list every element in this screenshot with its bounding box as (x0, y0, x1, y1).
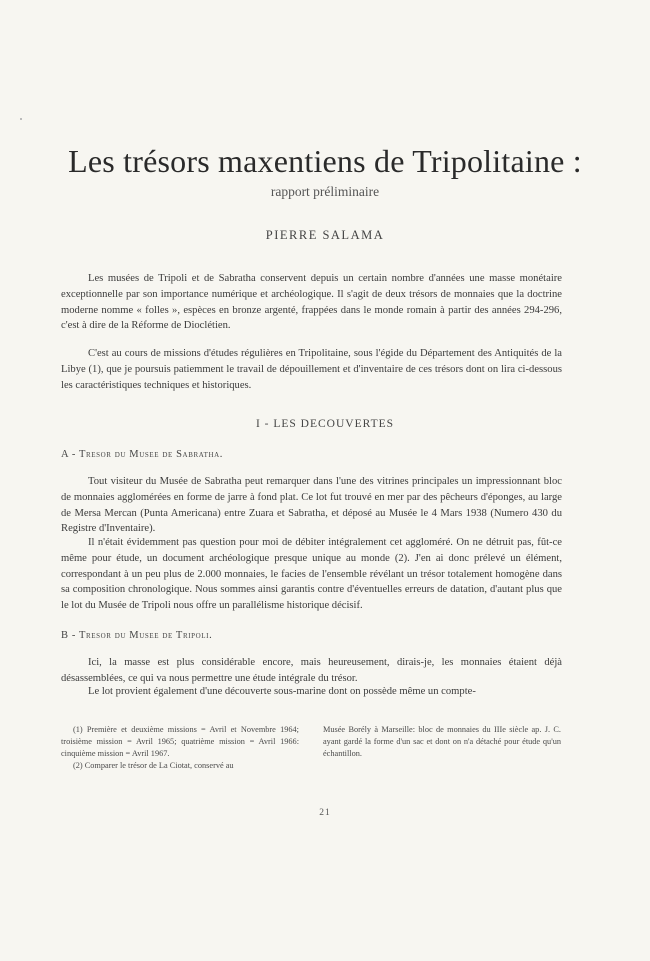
article-title: Les trésors maxentiens de Tripolitaine : (68, 143, 582, 179)
body-paragraph-b1: Ici, la masse est plus considérable encore, mais heureusement, dirais-je, les monnaies étaient déjà désassemblées, ce qui va nous permettre une étude intégrale du trésor. (61, 657, 562, 684)
article-author: PIERRE SALAMA (265, 228, 385, 242)
body-paragraph-a2: Il n'était évidemment pas question pour moi de débiter intégralement cet aggloméré. On ne détruit pas, fût-ce même pour étude, un document archéologique presque unique au monde (2). J'en ai donc prélevé un élément, correspondant à un peu plus de 2.000 monnaies, le facies de l'ensemble révélant un trésor totalement homogène dans sa composition chronologique. Nous sommes ainsi garantis contre d'éventuelles erreurs de datation, d'autant plus que le lot du Musée de Tripoli nous offre un parallélisme historique décisif. (61, 537, 562, 612)
subsection-heading-a: A - Tresor du Musee de Sabratha. (61, 449, 224, 460)
footnotes-right-column (323, 724, 561, 760)
page-number: 21 (319, 808, 331, 818)
article-subtitle: rapport préliminaire (270, 184, 380, 199)
footnote-2-continued: Musée Borély à Marseille: bloc de monnaies du IIIe siècle ap. J. C. ayant gardé la forme d'un sac et dont on n'a détaché pour étude qu'un échantillon. (323, 725, 561, 758)
footnote-1: (1) Première et deuxième missions = Avril et Novembre 1964; troisième mission = Avril 1965; quatrième mission = Avril 1966: cinquième mission = Avril 1967. (61, 725, 299, 758)
intro-paragraph-1: Les musées de Tripoli et de Sabratha conservent depuis un certain nombre d'années une masse monétaire exceptionnelle par son importance numérique et archéologique. Il s'agit de deux trésors de monnaies que la doctrine moderne nomme « folles », espèces en bronze argenté, frappées dans le monde romain à partir des années 294-296, c'est à dire de la Réforme de Dioclétien. (61, 273, 562, 332)
footnote-2: (2) Comparer le trésor de La Ciotat, conservé au (73, 761, 234, 770)
footnotes-left-column (61, 724, 299, 772)
intro-paragraph-2: C'est au cours de missions d'études régulières en Tripolitaine, sous l'égide du Département des Antiquités de la Libye (1), que je poursuis patiemment le travail de dépouillement et d'inventaire de ces trésors dont on lira ci-dessous les caractéristiques techniques et historiques. (61, 348, 562, 391)
subsection-heading-b: B - Tresor du Musee de Tripoli. (61, 630, 213, 641)
body-paragraph-b2: Le lot provient également d'une découverte sous-marine dont on possède même un compte- (88, 686, 476, 697)
scan-speck (20, 118, 22, 120)
body-paragraph-a1: Tout visiteur du Musée de Sabratha peut remarquer dans l'une des vitrines principales un impressionnant bloc de monnaies agglomérées en forme de jarre à fond plat. Ce lot fut trouvé en mer par des pêcheurs d'éponges, au large de Mersa Mercan (Punta Americana) entre Zuara et Sabratha, et déposé au Musée le 4 Mars 1938 (Numero 430 du Registre d'Inventaire). (61, 476, 562, 535)
section-heading: I - LES DECOUVERTES (255, 418, 395, 430)
